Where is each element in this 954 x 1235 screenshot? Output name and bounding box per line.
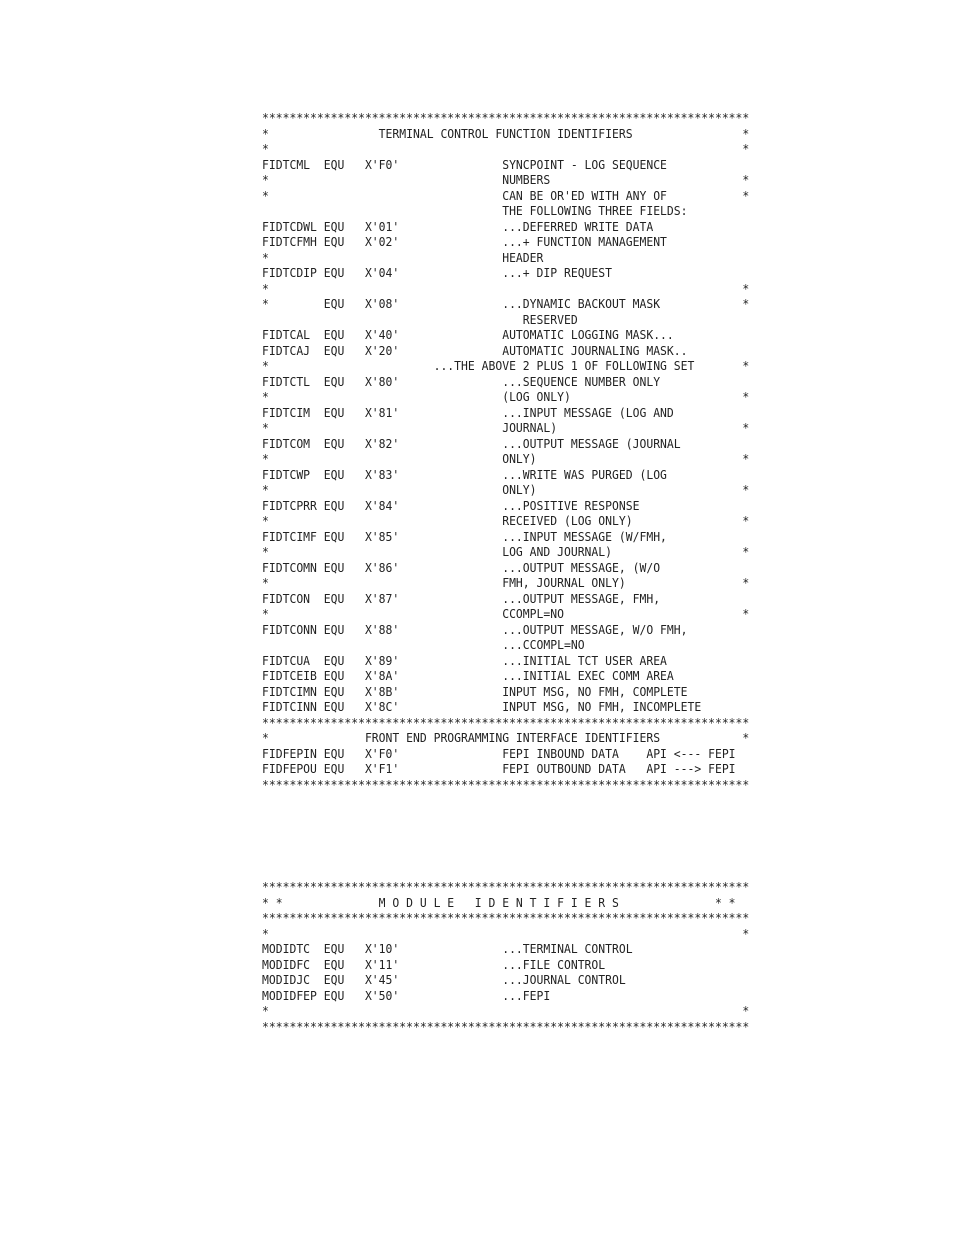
code-line: MODIDFEP EQU X'50' ...FEPI xyxy=(262,987,551,1003)
code-line: FIDTCIMN EQU X'8B' INPUT MSG, NO FMH, COMPLETE xyxy=(262,683,688,699)
code-line: * CCOMPL=NO * xyxy=(262,606,750,621)
code-line: FIDTCAJ EQU X'20' AUTOMATIC JOURNALING MASK.. xyxy=(262,342,688,358)
code-line: * * xyxy=(262,280,750,296)
code-line: FIDTCFMH EQU X'02' ...+ FUNCTION MANAGEMENT xyxy=(262,234,667,249)
code-line: FIDTCIMF EQU X'85' ...INPUT MESSAGE (W/FMH, xyxy=(262,528,667,544)
code-line: MODIDFC EQU X'11' ...FILE CONTROL xyxy=(262,956,606,972)
code-line: FIDTCDIP EQU X'04' ...+ DIP REQUEST xyxy=(262,265,613,280)
code-line: *********************************************************************** xyxy=(262,879,750,894)
code-line: RESERVED xyxy=(262,311,578,327)
code-line: * * M O D U L E I D E N T I F I E R S * * xyxy=(262,894,736,910)
code-line: * FMH, JOURNAL ONLY) * xyxy=(262,575,750,590)
code-line: *********************************************************************** xyxy=(262,714,750,730)
code-line: FIDTCON EQU X'87' ...OUTPUT MESSAGE, FMH, xyxy=(262,590,661,606)
code-line: * EQU X'08' ...DYNAMIC BACKOUT MASK * xyxy=(262,296,750,311)
code-line: FIDTCTL EQU X'80' ...SEQUENCE NUMBER ONLY xyxy=(262,373,661,389)
terminal-control-function-identifiers-listing xyxy=(262,110,749,792)
code-line: *********************************************************************** xyxy=(262,110,750,125)
code-line: * ...THE ABOVE 2 PLUS 1 OF FOLLOWING SET * xyxy=(262,358,750,373)
code-line: FIDTCAL EQU X'40' AUTOMATIC LOGGING MASK... xyxy=(262,327,674,342)
code-line: FIDFEPOU EQU X'F1' FEPI OUTBOUND DATA API ---> FEPI xyxy=(262,761,736,776)
code-line: FIDTCML EQU X'F0' SYNCPOINT - LOG SEQUENCE xyxy=(262,156,667,172)
code-line: FIDTCOM EQU X'82' ...OUTPUT MESSAGE (JOURNAL xyxy=(262,435,681,451)
code-line: MODIDJC EQU X'45' ...JOURNAL CONTROL xyxy=(262,972,626,987)
code-line: FIDTCINN EQU X'8C' INPUT MSG, NO FMH, INCOMPLETE xyxy=(262,699,702,714)
module-identifiers-listing xyxy=(262,879,749,1034)
code-line: * JOURNAL) * xyxy=(262,420,750,435)
code-line: FIDTCONN EQU X'88' ...OUTPUT MESSAGE, W/O FMH, xyxy=(262,621,688,637)
code-line: * NUMBERS * xyxy=(262,172,750,187)
code-line: FIDTCEIB EQU X'8A' ...INITIAL EXEC COMM AREA xyxy=(262,668,674,683)
code-line: THE FOLLOWING THREE FIELDS: xyxy=(262,203,688,218)
code-line: * HEADER xyxy=(262,249,544,265)
code-line: *********************************************************************** xyxy=(262,1018,750,1034)
code-line: * LOG AND JOURNAL) * xyxy=(262,544,750,559)
code-line: * (LOG ONLY) * xyxy=(262,389,750,404)
code-line: * FRONT END PROGRAMMING INTERFACE IDENTIFIERS * xyxy=(262,730,750,745)
code-line: * ONLY) * xyxy=(262,451,750,466)
code-line: * * xyxy=(262,141,750,156)
code-line: * * xyxy=(262,925,750,941)
code-line: FIDTCWP EQU X'83' ...WRITE WAS PURGED (LOG xyxy=(262,466,667,482)
code-line: FIDTCUA EQU X'89' ...INITIAL TCT USER AREA xyxy=(262,652,667,668)
code-line: MODIDTC EQU X'10' ...TERMINAL CONTROL xyxy=(262,941,633,956)
code-line: ...CCOMPL=NO xyxy=(262,637,585,652)
code-line: * CAN BE OR'ED WITH ANY OF * xyxy=(262,187,750,203)
code-line: *********************************************************************** xyxy=(262,776,750,792)
code-line: * * xyxy=(262,1003,750,1018)
code-line: FIDTCPRR EQU X'84' ...POSITIVE RESPONSE xyxy=(262,497,640,513)
code-line: FIDTCOMN EQU X'86' ...OUTPUT MESSAGE, (W/O xyxy=(262,559,661,575)
code-line: * ONLY) * xyxy=(262,482,750,497)
code-line: FIDTCIM EQU X'81' ...INPUT MESSAGE (LOG AND xyxy=(262,404,674,420)
code-line: FIDFEPIN EQU X'F0' FEPI INBOUND DATA API <--- FEPI xyxy=(262,745,736,761)
code-line: FIDTCDWL EQU X'01' ...DEFERRED WRITE DATA xyxy=(262,218,654,234)
code-line: * RECEIVED (LOG ONLY) * xyxy=(262,513,750,528)
code-line: * TERMINAL CONTROL FUNCTION IDENTIFIERS * xyxy=(262,125,750,141)
code-line: *********************************************************************** xyxy=(262,910,750,925)
